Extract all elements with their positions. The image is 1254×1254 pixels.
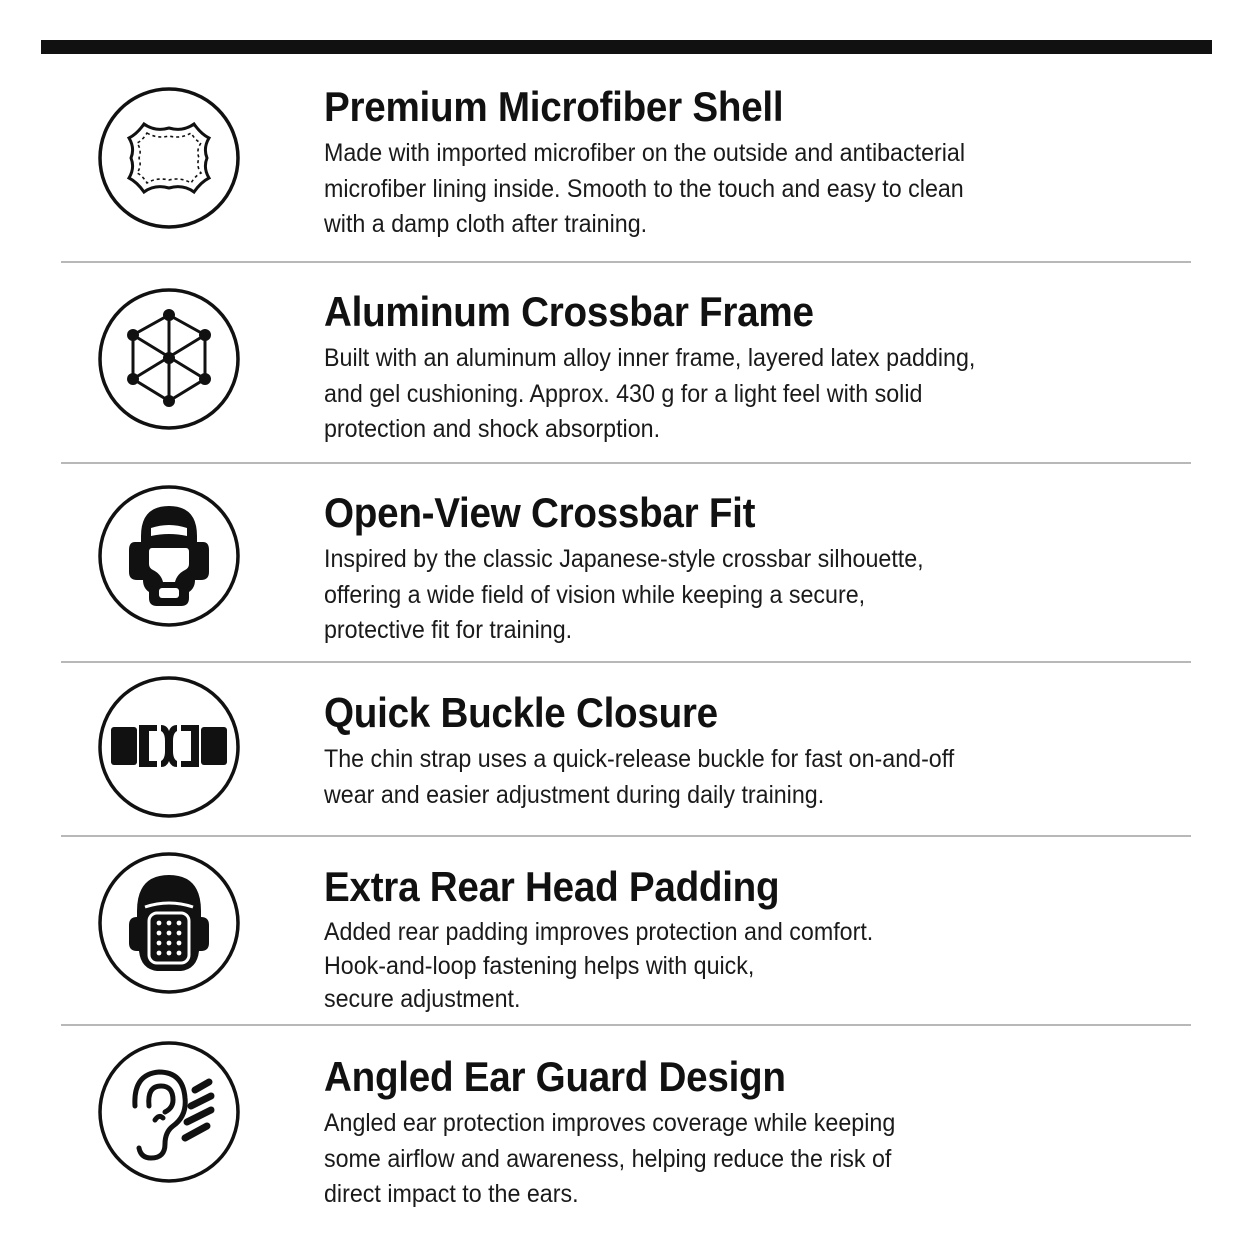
feature-description xyxy=(324,1106,1087,1213)
description-line: secure adjustment. xyxy=(324,985,521,1013)
feature-title: Open-View Crossbar Fit xyxy=(324,489,756,536)
feature-description xyxy=(324,341,1087,448)
feature-title: Angled Ear Guard Design xyxy=(324,1053,786,1100)
description-line: protection and shock absorption. xyxy=(324,415,661,443)
section-divider xyxy=(61,261,1191,263)
buckle-icon xyxy=(97,675,241,819)
description-line: offering a wide field of vision while keeping a secure, xyxy=(324,580,866,609)
ear-guard-icon xyxy=(97,1040,241,1184)
section-divider xyxy=(61,1024,1191,1026)
description-line: Added rear padding improves protection and comfort. xyxy=(324,918,874,946)
leather-hide-icon xyxy=(97,86,241,230)
description-line: direct impact to the ears. xyxy=(324,1180,579,1208)
description-line: microfiber lining inside. Smooth to the touch and easy to clean xyxy=(324,174,964,203)
description-line: Made with imported microfiber on the outside and antibacterial xyxy=(324,139,966,167)
feature-title: Extra Rear Head Padding xyxy=(324,863,780,910)
feature-description xyxy=(324,742,1087,813)
feature-title: Premium Microfiber Shell xyxy=(324,83,784,130)
description-line: and gel cushioning. Approx. 430 g for a light feel with solid xyxy=(324,379,923,408)
description-line: The chin strap uses a quick-release buckle for fast on-and-off xyxy=(324,745,955,773)
description-line: with a damp cloth after training. xyxy=(324,210,648,238)
feature-description xyxy=(324,542,1087,649)
description-line: Inspired by the classic Japanese-style crossbar silhouette, xyxy=(324,545,924,573)
description-line: wear and easier adjustment during daily training. xyxy=(324,780,825,809)
feature-description xyxy=(324,136,1087,243)
header-rule xyxy=(41,40,1212,54)
feature-title: Aluminum Crossbar Frame xyxy=(324,288,814,335)
description-line: Angled ear protection improves coverage while keeping xyxy=(324,1109,896,1137)
feature-description xyxy=(324,916,1087,1017)
hexagon-frame-icon xyxy=(97,287,241,431)
description-line: protective fit for training. xyxy=(324,616,573,644)
section-divider xyxy=(61,462,1191,464)
section-divider xyxy=(61,661,1191,663)
feature-title: Quick Buckle Closure xyxy=(324,689,718,736)
description-line: Hook-and-loop fastening helps with quick, xyxy=(324,951,755,980)
section-divider xyxy=(61,835,1191,837)
description-line: Built with an aluminum alloy inner frame, layered latex padding, xyxy=(324,344,976,372)
description-line: some airflow and awareness, helping reduce the risk of xyxy=(324,1144,892,1173)
headguard-rear-icon xyxy=(97,851,241,995)
headguard-front-icon xyxy=(97,484,241,628)
